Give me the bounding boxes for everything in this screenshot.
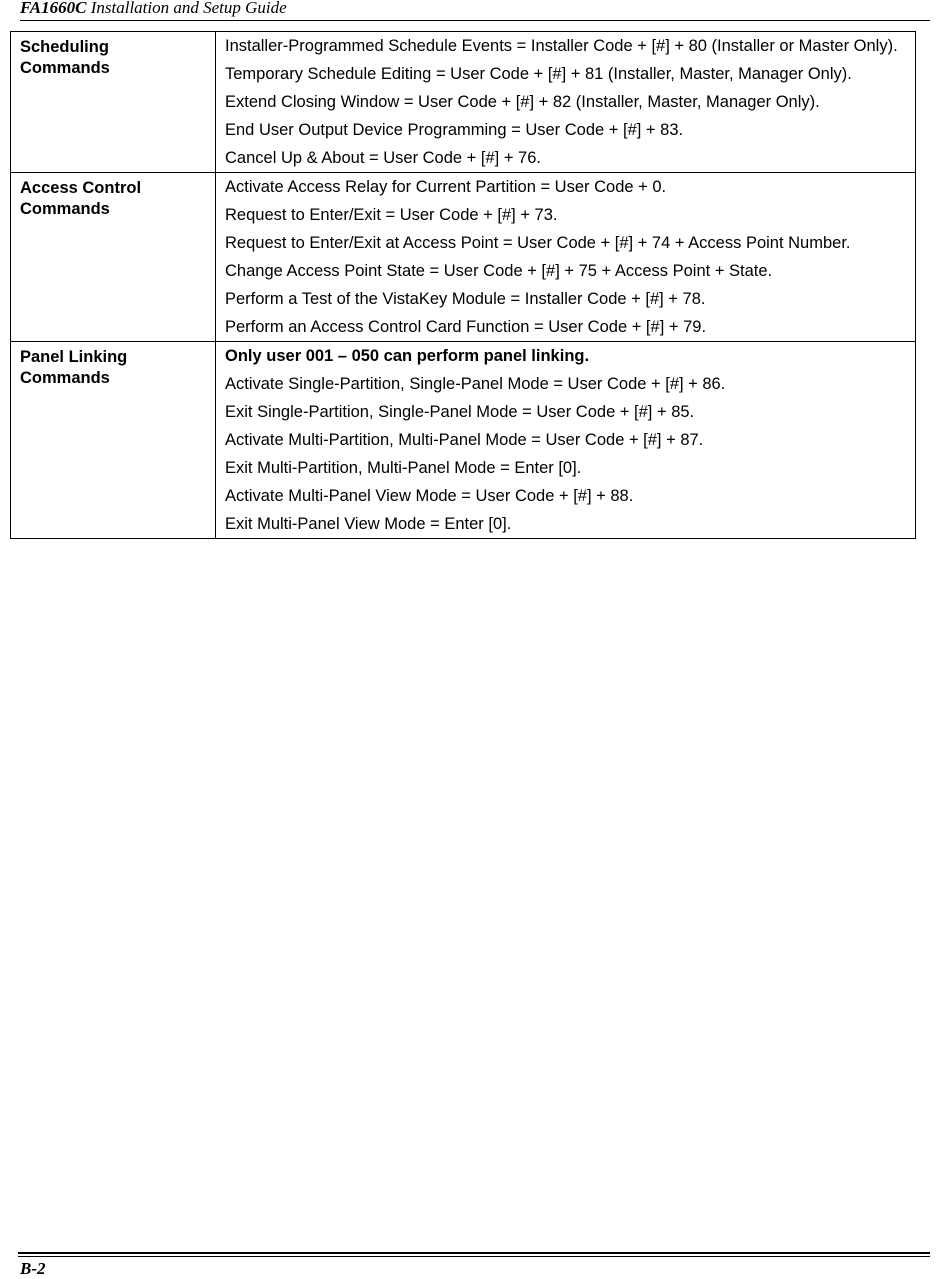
footer-rule-thin (18, 1256, 930, 1257)
command-line: Activate Single-Partition, Single-Panel Mode = User Code + [#] + 86. (225, 375, 726, 393)
command-section-row (11, 173, 916, 342)
footer-rule-thick (18, 1252, 930, 1254)
command-line: Only user 001 – 050 can perform panel linking. (225, 347, 590, 365)
command-line: Perform a Test of the VistaKey Module = Installer Code + [#] + 78. (225, 290, 706, 308)
command-line: Exit Multi-Panel View Mode = Enter [0]. (225, 515, 512, 533)
section-category: Panel Linking Commands (11, 342, 216, 539)
page-number: B-2 (20, 1259, 46, 1278)
command-line: Activate Multi-Partition, Multi-Panel Mode = User Code + [#] + 87. (225, 431, 704, 449)
document-title (20, 0, 287, 18)
command-line: Change Access Point State = User Code + [#] + 75 + Access Point + State. (225, 262, 773, 280)
document-title-text: Installation and Setup Guide (86, 0, 287, 17)
command-line: Request to Enter/Exit at Access Point = User Code + [#] + 74 + Access Point Number. (225, 234, 851, 252)
command-line: Exit Single-Partition, Single-Panel Mode = User Code + [#] + 85. (225, 403, 695, 421)
command-line: Activate Access Relay for Current Partition = User Code + 0. (225, 178, 667, 196)
document-code: FA1660C (20, 0, 87, 17)
page-footer (18, 1252, 930, 1279)
section-commands (216, 32, 916, 173)
command-line: Cancel Up & About = User Code + [#] + 76. (225, 149, 541, 167)
command-line: Temporary Schedule Editing = User Code + [#] + 81 (Installer, Master, Manager Only). (225, 65, 852, 83)
section-commands (216, 342, 916, 539)
command-section-row (11, 342, 916, 539)
commands-table (10, 31, 916, 539)
command-line: Perform an Access Control Card Function = User Code + [#] + 79. (225, 318, 707, 336)
command-line: Installer-Programmed Schedule Events = Installer Code + [#] + 80 (Installer or Master Only). (225, 37, 898, 55)
commands-table-body (11, 32, 916, 539)
command-section-row (11, 32, 916, 173)
section-commands (216, 173, 916, 342)
command-line: Request to Enter/Exit = User Code + [#] + 73. (225, 206, 558, 224)
section-category: Access Control Commands (11, 173, 216, 342)
command-line: Activate Multi-Panel View Mode = User Code + [#] + 88. (225, 487, 634, 505)
command-line: End User Output Device Programming = User Code + [#] + 83. (225, 121, 684, 139)
section-category: Scheduling Commands (11, 32, 216, 173)
page-header (20, 0, 930, 21)
command-line: Extend Closing Window = User Code + [#] + 82 (Installer, Master, Manager Only). (225, 93, 820, 111)
command-line: Exit Multi-Partition, Multi-Panel Mode = Enter [0]. (225, 459, 582, 477)
